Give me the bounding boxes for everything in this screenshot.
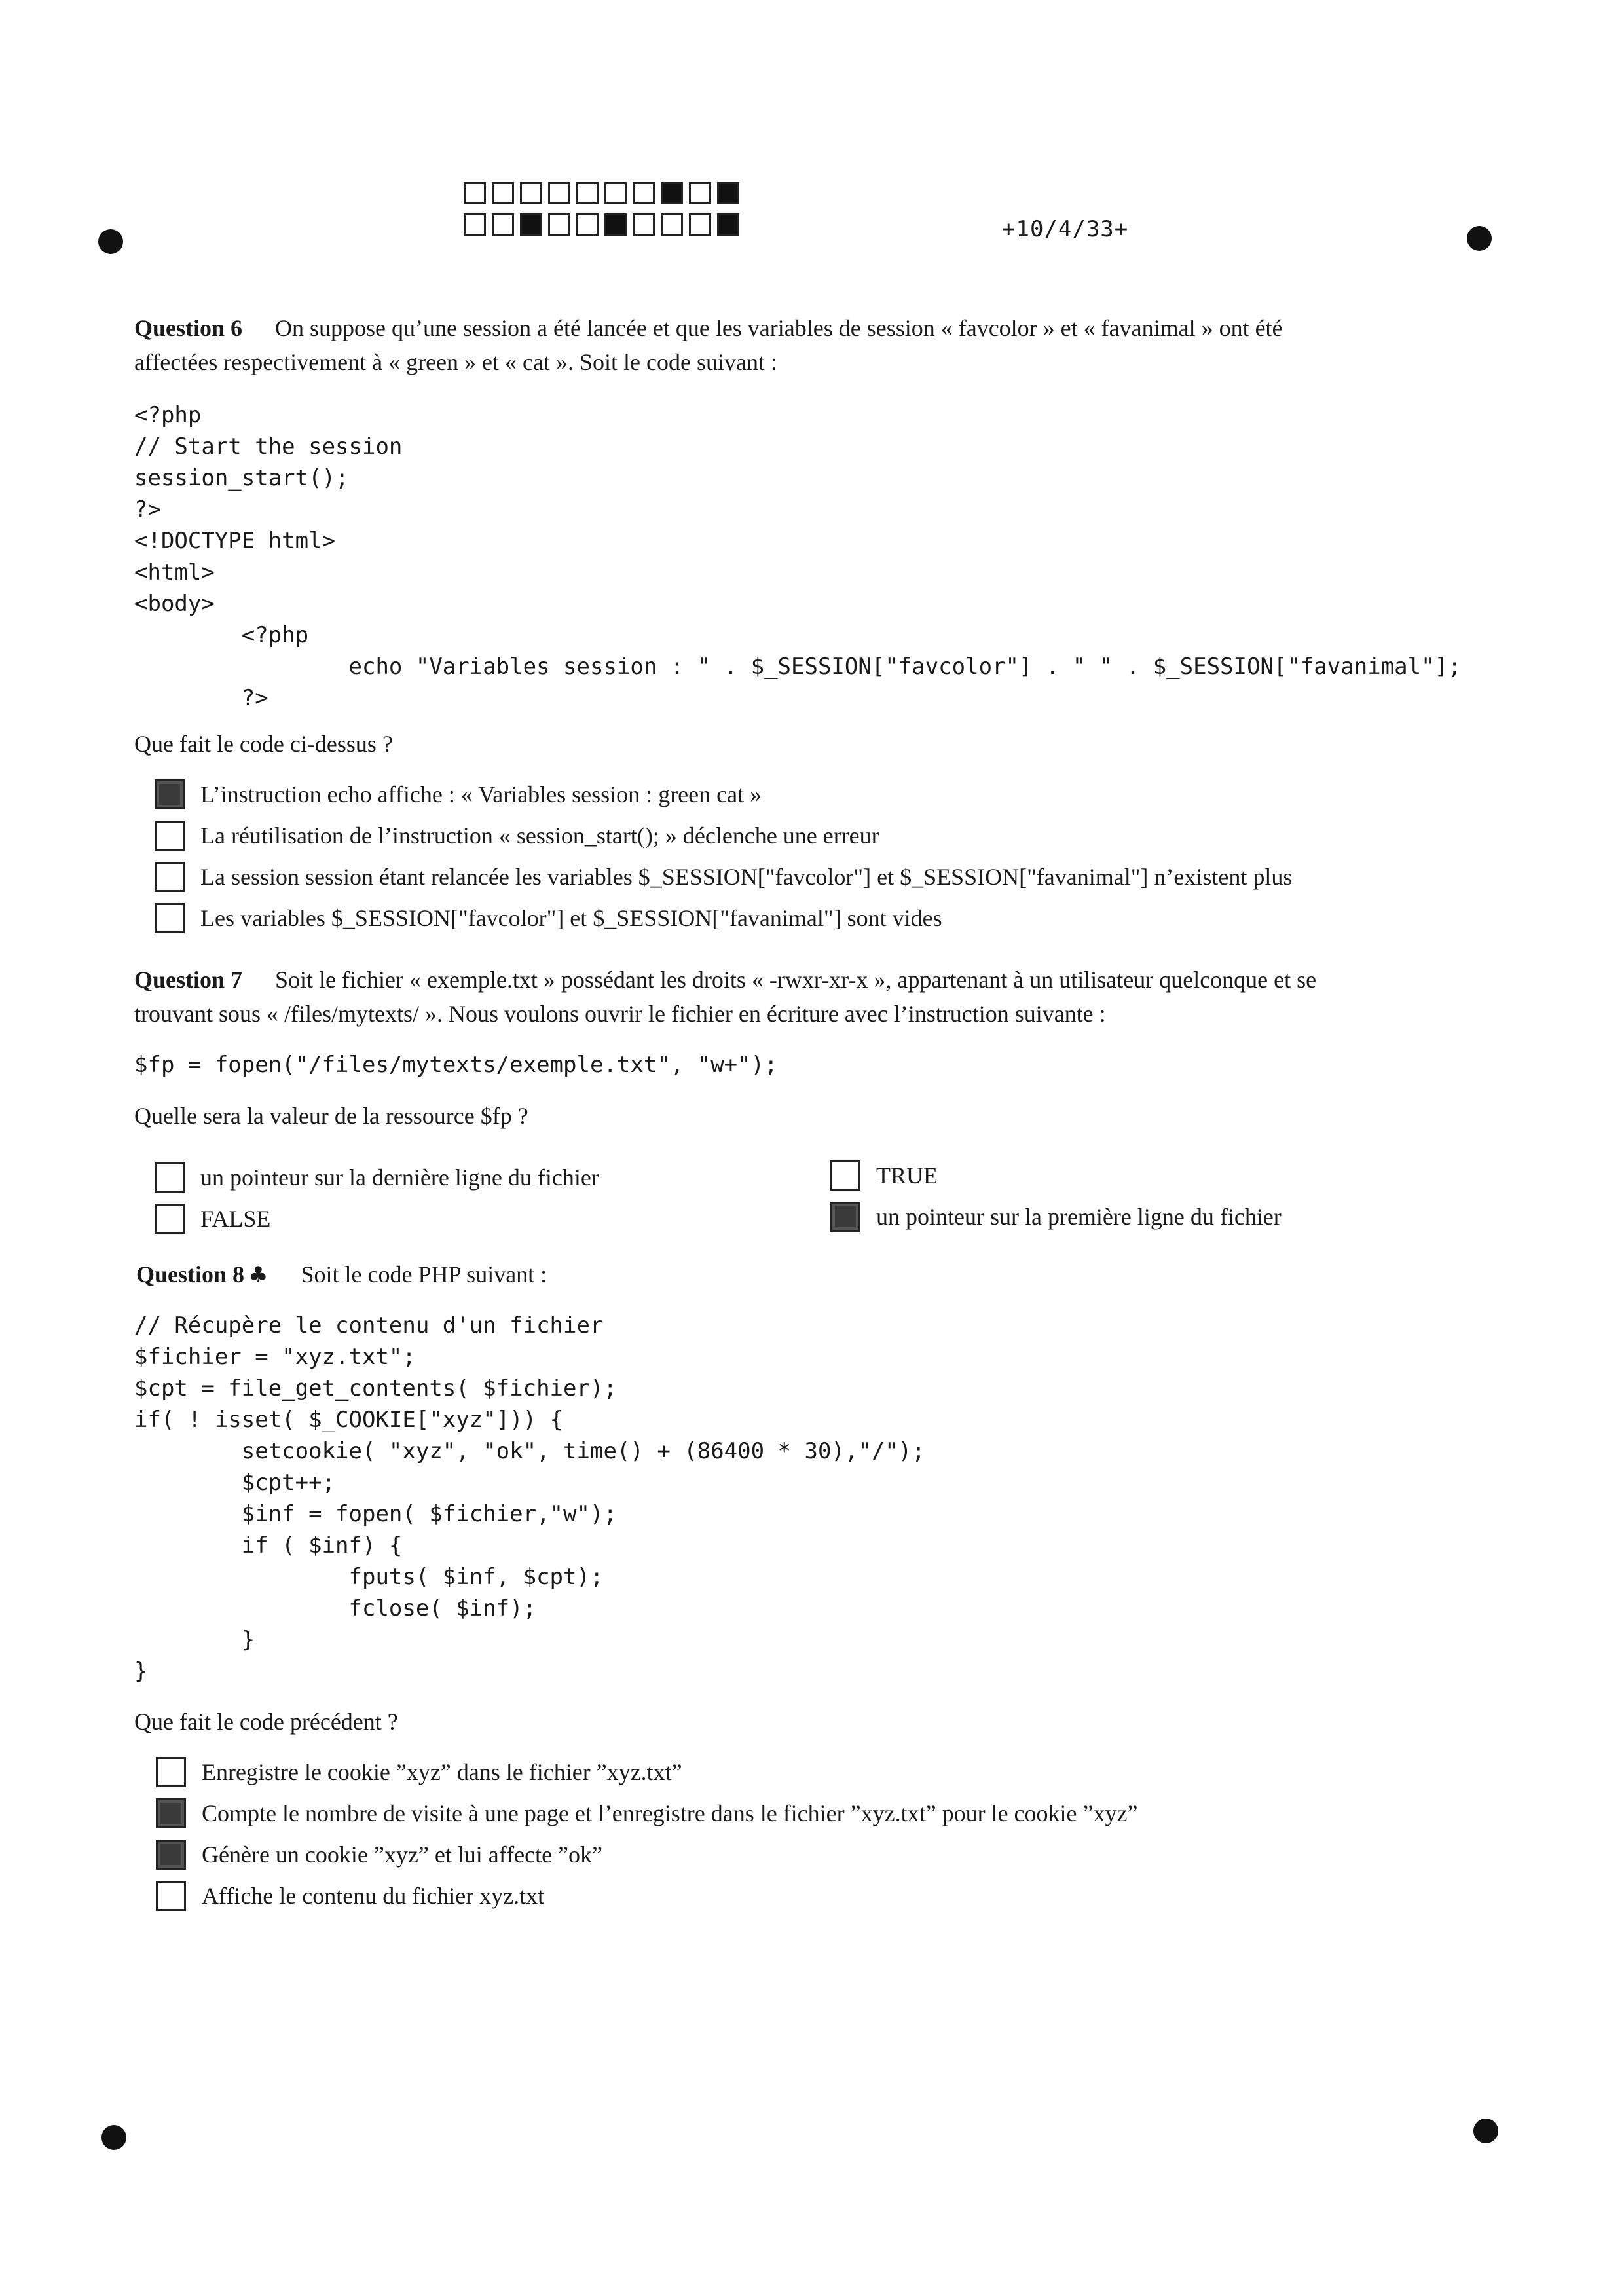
question-7-label: Question 7 (134, 967, 243, 993)
option-label: FALSE (200, 1206, 271, 1232)
option-label: Génère un cookie ”xyz” et lui affecte ”ok” (202, 1842, 602, 1868)
question-8-text-line-1: Soit le code PHP suivant : (301, 1261, 547, 1287)
question-6-prompt: Que fait le code ci-dessus ? (134, 731, 393, 757)
question-8-option-4[interactable] (156, 1881, 544, 1911)
question-6-option-4[interactable] (155, 903, 942, 933)
question-6-code: <?php // Start the session session_start(); ?> <!DOCTYPE html> <html> <body> <?php echo "Variables session : " . $_SESSION["favcolor"] . " " . $_SESSION["favanimal"]; ?> (134, 402, 1462, 711)
page-identifier: +10/4/33+ (1002, 216, 1129, 242)
question-7-text-line-1: Soit le fichier « exemple.txt » possédant les droits « -rwxr-xr-x », appartenant à un utilisateur quelconque et se (275, 967, 1317, 993)
question-6-text-line-2: affectées respectivement à « green » et « cat ». Soit le code suivant : (134, 349, 777, 375)
option-label: Enregistre le cookie ”xyz” dans le fichier ”xyz.txt” (202, 1759, 682, 1785)
question-8-option-3[interactable] (156, 1840, 602, 1870)
code-cell (548, 182, 570, 204)
checkbox[interactable] (156, 1757, 186, 1787)
registration-mark-top-left (98, 229, 123, 254)
code-cell (689, 182, 711, 204)
checkbox[interactable] (155, 862, 185, 892)
code-cell (492, 213, 514, 236)
question-7-option-3[interactable] (830, 1160, 938, 1191)
page-code-row-2 (464, 213, 745, 236)
question-7-option-4[interactable] (830, 1202, 1282, 1232)
option-label: Compte le nombre de visite à une page et l’enregistre dans le fichier ”xyz.txt” pour le cookie ”xyz” (202, 1800, 1138, 1826)
checkbox[interactable] (155, 779, 185, 809)
code-cell (576, 213, 599, 236)
checkbox[interactable] (156, 1798, 186, 1828)
registration-mark-bottom-right (1473, 2119, 1498, 2143)
code-cell (492, 182, 514, 204)
question-7-prompt: Quelle sera la valeur de la ressource $fp ? (134, 1103, 528, 1129)
question-8-prompt: Que fait le code précédent ? (134, 1709, 398, 1735)
code-cell (633, 213, 655, 236)
option-label: Les variables $_SESSION["favcolor"] et $_SESSION["favanimal"] sont vides (200, 905, 942, 931)
code-cell (661, 213, 683, 236)
code-cell (464, 182, 486, 204)
code-cell (464, 213, 486, 236)
question-8-option-2[interactable] (156, 1798, 1137, 1828)
question-8-label: Question 8 (136, 1261, 245, 1287)
option-label: TRUE (876, 1162, 938, 1189)
page-code-row-1 (464, 182, 745, 204)
question-7-option-2[interactable] (155, 1204, 270, 1234)
question-7-header (134, 963, 1542, 1031)
checkbox[interactable] (156, 1840, 186, 1870)
code-cell (520, 213, 542, 236)
checkbox[interactable] (155, 903, 185, 933)
option-label: Affiche le contenu du fichier xyz.txt (202, 1883, 545, 1909)
option-label: un pointeur sur la première ligne du fichier (876, 1204, 1282, 1230)
checkbox[interactable] (155, 821, 185, 851)
question-7-code: $fp = fopen("/files/mytexts/exemple.txt", "w+"); (134, 1052, 778, 1078)
registration-mark-bottom-left (101, 2125, 126, 2150)
code-cell (520, 182, 542, 204)
code-cell (604, 213, 627, 236)
code-cell (548, 213, 570, 236)
question-6-option-1[interactable] (155, 779, 762, 809)
question-6-text-line-1: On suppose qu’une session a été lancée et que les variables de session « favcolor » et « favanimal » ont été (275, 315, 1283, 341)
question-6-option-2[interactable] (155, 821, 879, 851)
option-label: La session session étant relancée les variables $_SESSION["favcolor"] et $_SESSION["favanimal"] n’existent plus (200, 864, 1293, 890)
code-cell (717, 182, 739, 204)
question-6-option-3[interactable] (155, 862, 1292, 892)
code-cell (604, 182, 627, 204)
code-cell (717, 213, 739, 236)
question-8-code: // Récupère le contenu d'un fichier $fichier = "xyz.txt"; $cpt = file_get_contents( $fichier); if( ! isset( $_COOKIE["xyz"])) { setcookie( "xyz", "ok", time() + (86400 * 30),"/"); $cpt++; $inf = fopen( $fichier,"w"); if ( $inf) { fputs( $inf, $cpt); fclose( $inf); } } (134, 1312, 925, 1684)
checkbox[interactable] (155, 1162, 185, 1193)
option-label: L’instruction echo affiche : « Variables session : green cat » (200, 781, 762, 807)
question-7-option-1[interactable] (155, 1162, 599, 1193)
question-7-text-line-2: trouvant sous « /files/mytexts/ ». Nous voulons ouvrir le fichier en écriture avec l’instruction suivante : (134, 1001, 1106, 1027)
checkbox[interactable] (830, 1160, 860, 1191)
question-6-label: Question 6 (134, 315, 243, 341)
option-label: La réutilisation de l’instruction « session_start(); » déclenche une erreur (200, 823, 879, 849)
code-cell (689, 213, 711, 236)
code-cell (633, 182, 655, 204)
code-cell (661, 182, 683, 204)
code-cell (576, 182, 599, 204)
question-6-header (134, 311, 1542, 379)
question-8-option-1[interactable] (156, 1757, 682, 1787)
question-8-header (136, 1257, 1544, 1292)
checkbox[interactable] (156, 1881, 186, 1911)
checkbox[interactable] (830, 1202, 860, 1232)
club-icon: ♣ (248, 1262, 268, 1288)
checkbox[interactable] (155, 1204, 185, 1234)
registration-mark-top-right (1467, 226, 1492, 251)
option-label: un pointeur sur la dernière ligne du fichier (200, 1164, 599, 1191)
